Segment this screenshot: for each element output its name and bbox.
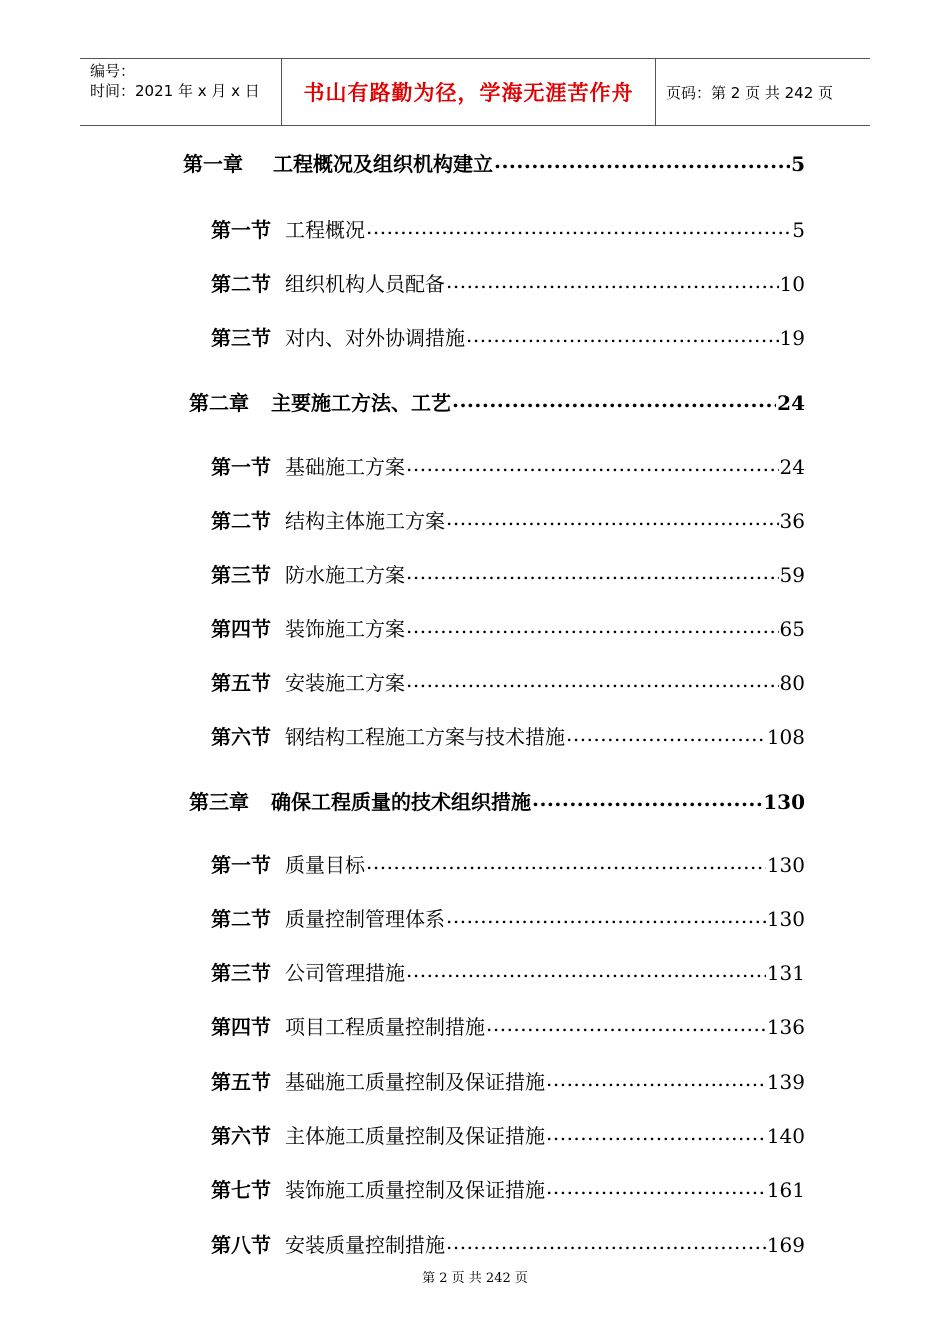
toc-entry-title: 基础施工方案 bbox=[285, 455, 405, 479]
header-motto: 书山有路勤为径，学海无涯苦作舟 bbox=[282, 59, 656, 125]
toc-entry[interactable] bbox=[189, 786, 805, 815]
toc-entry-page: 24 bbox=[779, 455, 805, 479]
toc-entry-title: 装饰施工质量控制及保证措施 bbox=[285, 1178, 545, 1202]
toc-leader-dots bbox=[566, 724, 766, 744]
toc-entry[interactable] bbox=[211, 903, 805, 932]
toc-entry-label: 第六节 bbox=[211, 725, 271, 749]
toc-leader-dots bbox=[452, 390, 776, 410]
toc-leader-dots bbox=[466, 325, 779, 345]
document-number-label: 编号： bbox=[90, 62, 136, 80]
toc-entry[interactable] bbox=[211, 559, 805, 588]
toc-entry[interactable] bbox=[211, 1011, 805, 1040]
toc-entry-label: 第二节 bbox=[211, 272, 271, 296]
toc-entry-label: 第七节 bbox=[211, 1178, 271, 1202]
toc-entry-page: 36 bbox=[779, 509, 805, 533]
toc-entry-title: 对内、对外协调措施 bbox=[285, 326, 465, 350]
toc-entry[interactable] bbox=[211, 214, 805, 243]
toc-entry[interactable] bbox=[211, 849, 805, 878]
toc-entry-title: 钢结构工程施工方案与技术措施 bbox=[285, 725, 565, 749]
toc-entry-title: 装饰施工方案 bbox=[285, 617, 405, 641]
toc-entry-title: 防水施工方案 bbox=[285, 563, 405, 587]
toc-leader-dots bbox=[446, 508, 779, 528]
toc-entry-title: 工程概况 bbox=[285, 218, 365, 242]
toc-entry-title: 结构主体施工方案 bbox=[285, 509, 445, 533]
toc-entry-label: 第八节 bbox=[211, 1233, 271, 1257]
toc-entry-label: 第四节 bbox=[211, 617, 271, 641]
toc-entry[interactable] bbox=[211, 505, 805, 534]
toc-entry-page: 108 bbox=[766, 725, 805, 749]
toc-leader-dots bbox=[366, 852, 766, 872]
toc-leader-dots bbox=[366, 217, 791, 237]
toc-entry-title: 安装质量控制措施 bbox=[285, 1233, 445, 1257]
toc-entry[interactable] bbox=[211, 721, 805, 750]
toc-entry-label: 第二节 bbox=[211, 509, 271, 533]
toc-entry-page: 80 bbox=[779, 671, 805, 695]
toc-leader-dots bbox=[446, 271, 779, 291]
toc-leader-dots bbox=[406, 960, 766, 980]
toc-entry-title: 项目工程质量控制措施 bbox=[285, 1015, 485, 1039]
toc-leader-dots bbox=[494, 151, 790, 171]
toc-entry-title: 安装施工方案 bbox=[285, 671, 405, 695]
toc-leader-dots bbox=[486, 1014, 766, 1034]
toc-entry[interactable] bbox=[211, 322, 805, 351]
toc-entry-title: 质量目标 bbox=[285, 853, 365, 877]
toc-entry[interactable] bbox=[189, 387, 805, 416]
toc-entry-page: 19 bbox=[779, 326, 805, 350]
toc-entry-page: 140 bbox=[766, 1124, 805, 1148]
toc-entry-page: 59 bbox=[779, 563, 805, 587]
toc-entry-page: 5 bbox=[791, 152, 805, 176]
toc-entry-page: 136 bbox=[766, 1015, 805, 1039]
toc-entry-title: 公司管理措施 bbox=[285, 961, 405, 985]
toc-entry-label: 第六节 bbox=[211, 1124, 271, 1148]
toc-entry-page: 169 bbox=[766, 1233, 805, 1257]
toc-entry-page: 10 bbox=[779, 272, 805, 296]
toc-entry[interactable] bbox=[183, 148, 805, 177]
toc-leader-dots bbox=[406, 454, 779, 474]
toc-entry-label: 第一节 bbox=[211, 853, 271, 877]
toc-entry-title: 质量控制管理体系 bbox=[285, 907, 445, 931]
toc-entry-page: 24 bbox=[777, 391, 805, 415]
toc-entry-page: 131 bbox=[766, 961, 805, 985]
toc-entry-label: 第一节 bbox=[211, 455, 271, 479]
toc-entry-page: 130 bbox=[766, 907, 805, 931]
toc-entry-page: 139 bbox=[766, 1070, 805, 1094]
toc-entry[interactable] bbox=[211, 957, 805, 986]
toc-entry-label: 第三节 bbox=[211, 326, 271, 350]
toc-entry[interactable] bbox=[211, 613, 805, 642]
toc-entry[interactable] bbox=[211, 1229, 805, 1258]
page-header bbox=[80, 58, 870, 126]
toc-entry[interactable] bbox=[211, 1120, 805, 1149]
toc-entry-title: 确保工程质量的技术组织措施 bbox=[271, 790, 531, 814]
toc-entry-label: 第一章 bbox=[183, 152, 243, 176]
toc-entry-label: 第四节 bbox=[211, 1015, 271, 1039]
toc-entry-page: 130 bbox=[763, 790, 805, 814]
toc-leader-dots bbox=[406, 670, 779, 690]
toc-leader-dots bbox=[532, 789, 762, 809]
document-time-label: 时间：2021 年 x 月 x 日 bbox=[90, 82, 260, 100]
toc-entry-label: 第五节 bbox=[211, 671, 271, 695]
header-meta bbox=[80, 59, 282, 125]
toc-entry[interactable] bbox=[211, 1174, 805, 1203]
toc-leader-dots bbox=[406, 562, 779, 582]
toc-entry[interactable] bbox=[211, 268, 805, 297]
toc-entry-label: 第一节 bbox=[211, 218, 271, 242]
toc-leader-dots bbox=[546, 1069, 766, 1089]
toc-entry-label: 第二章 bbox=[189, 391, 249, 415]
toc-entry-label: 第三节 bbox=[211, 563, 271, 587]
toc-entry-label: 第五节 bbox=[211, 1070, 271, 1094]
toc-entry-page: 161 bbox=[766, 1178, 805, 1202]
toc-entry-label: 第二节 bbox=[211, 907, 271, 931]
toc-entry-title: 主体施工质量控制及保证措施 bbox=[285, 1124, 545, 1148]
toc-entry-title: 组织机构人员配备 bbox=[285, 272, 445, 296]
toc-leader-dots bbox=[546, 1123, 766, 1143]
toc-entry-label: 第三节 bbox=[211, 961, 271, 985]
toc-entry[interactable] bbox=[211, 667, 805, 696]
toc-entry-title: 工程概况及组织机构建立 bbox=[273, 152, 493, 176]
toc-entry-label: 第三章 bbox=[189, 790, 249, 814]
header-page-info: 页码：第 2 页 共 242 页 bbox=[666, 83, 834, 102]
toc-entry[interactable] bbox=[211, 1066, 805, 1095]
toc-entry-page: 65 bbox=[779, 617, 805, 641]
toc-entry-page: 130 bbox=[766, 853, 805, 877]
toc-entry[interactable] bbox=[211, 451, 805, 480]
toc-leader-dots bbox=[406, 616, 779, 636]
toc-leader-dots bbox=[446, 906, 766, 926]
toc-leader-dots bbox=[446, 1232, 766, 1252]
toc-entry-title: 基础施工质量控制及保证措施 bbox=[285, 1070, 545, 1094]
toc-entry-page: 5 bbox=[792, 218, 805, 242]
page-footer: 第 2 页 共 242 页 bbox=[422, 1271, 528, 1286]
toc-entry-title: 主要施工方法、工艺 bbox=[271, 391, 451, 415]
toc-leader-dots bbox=[546, 1177, 766, 1197]
